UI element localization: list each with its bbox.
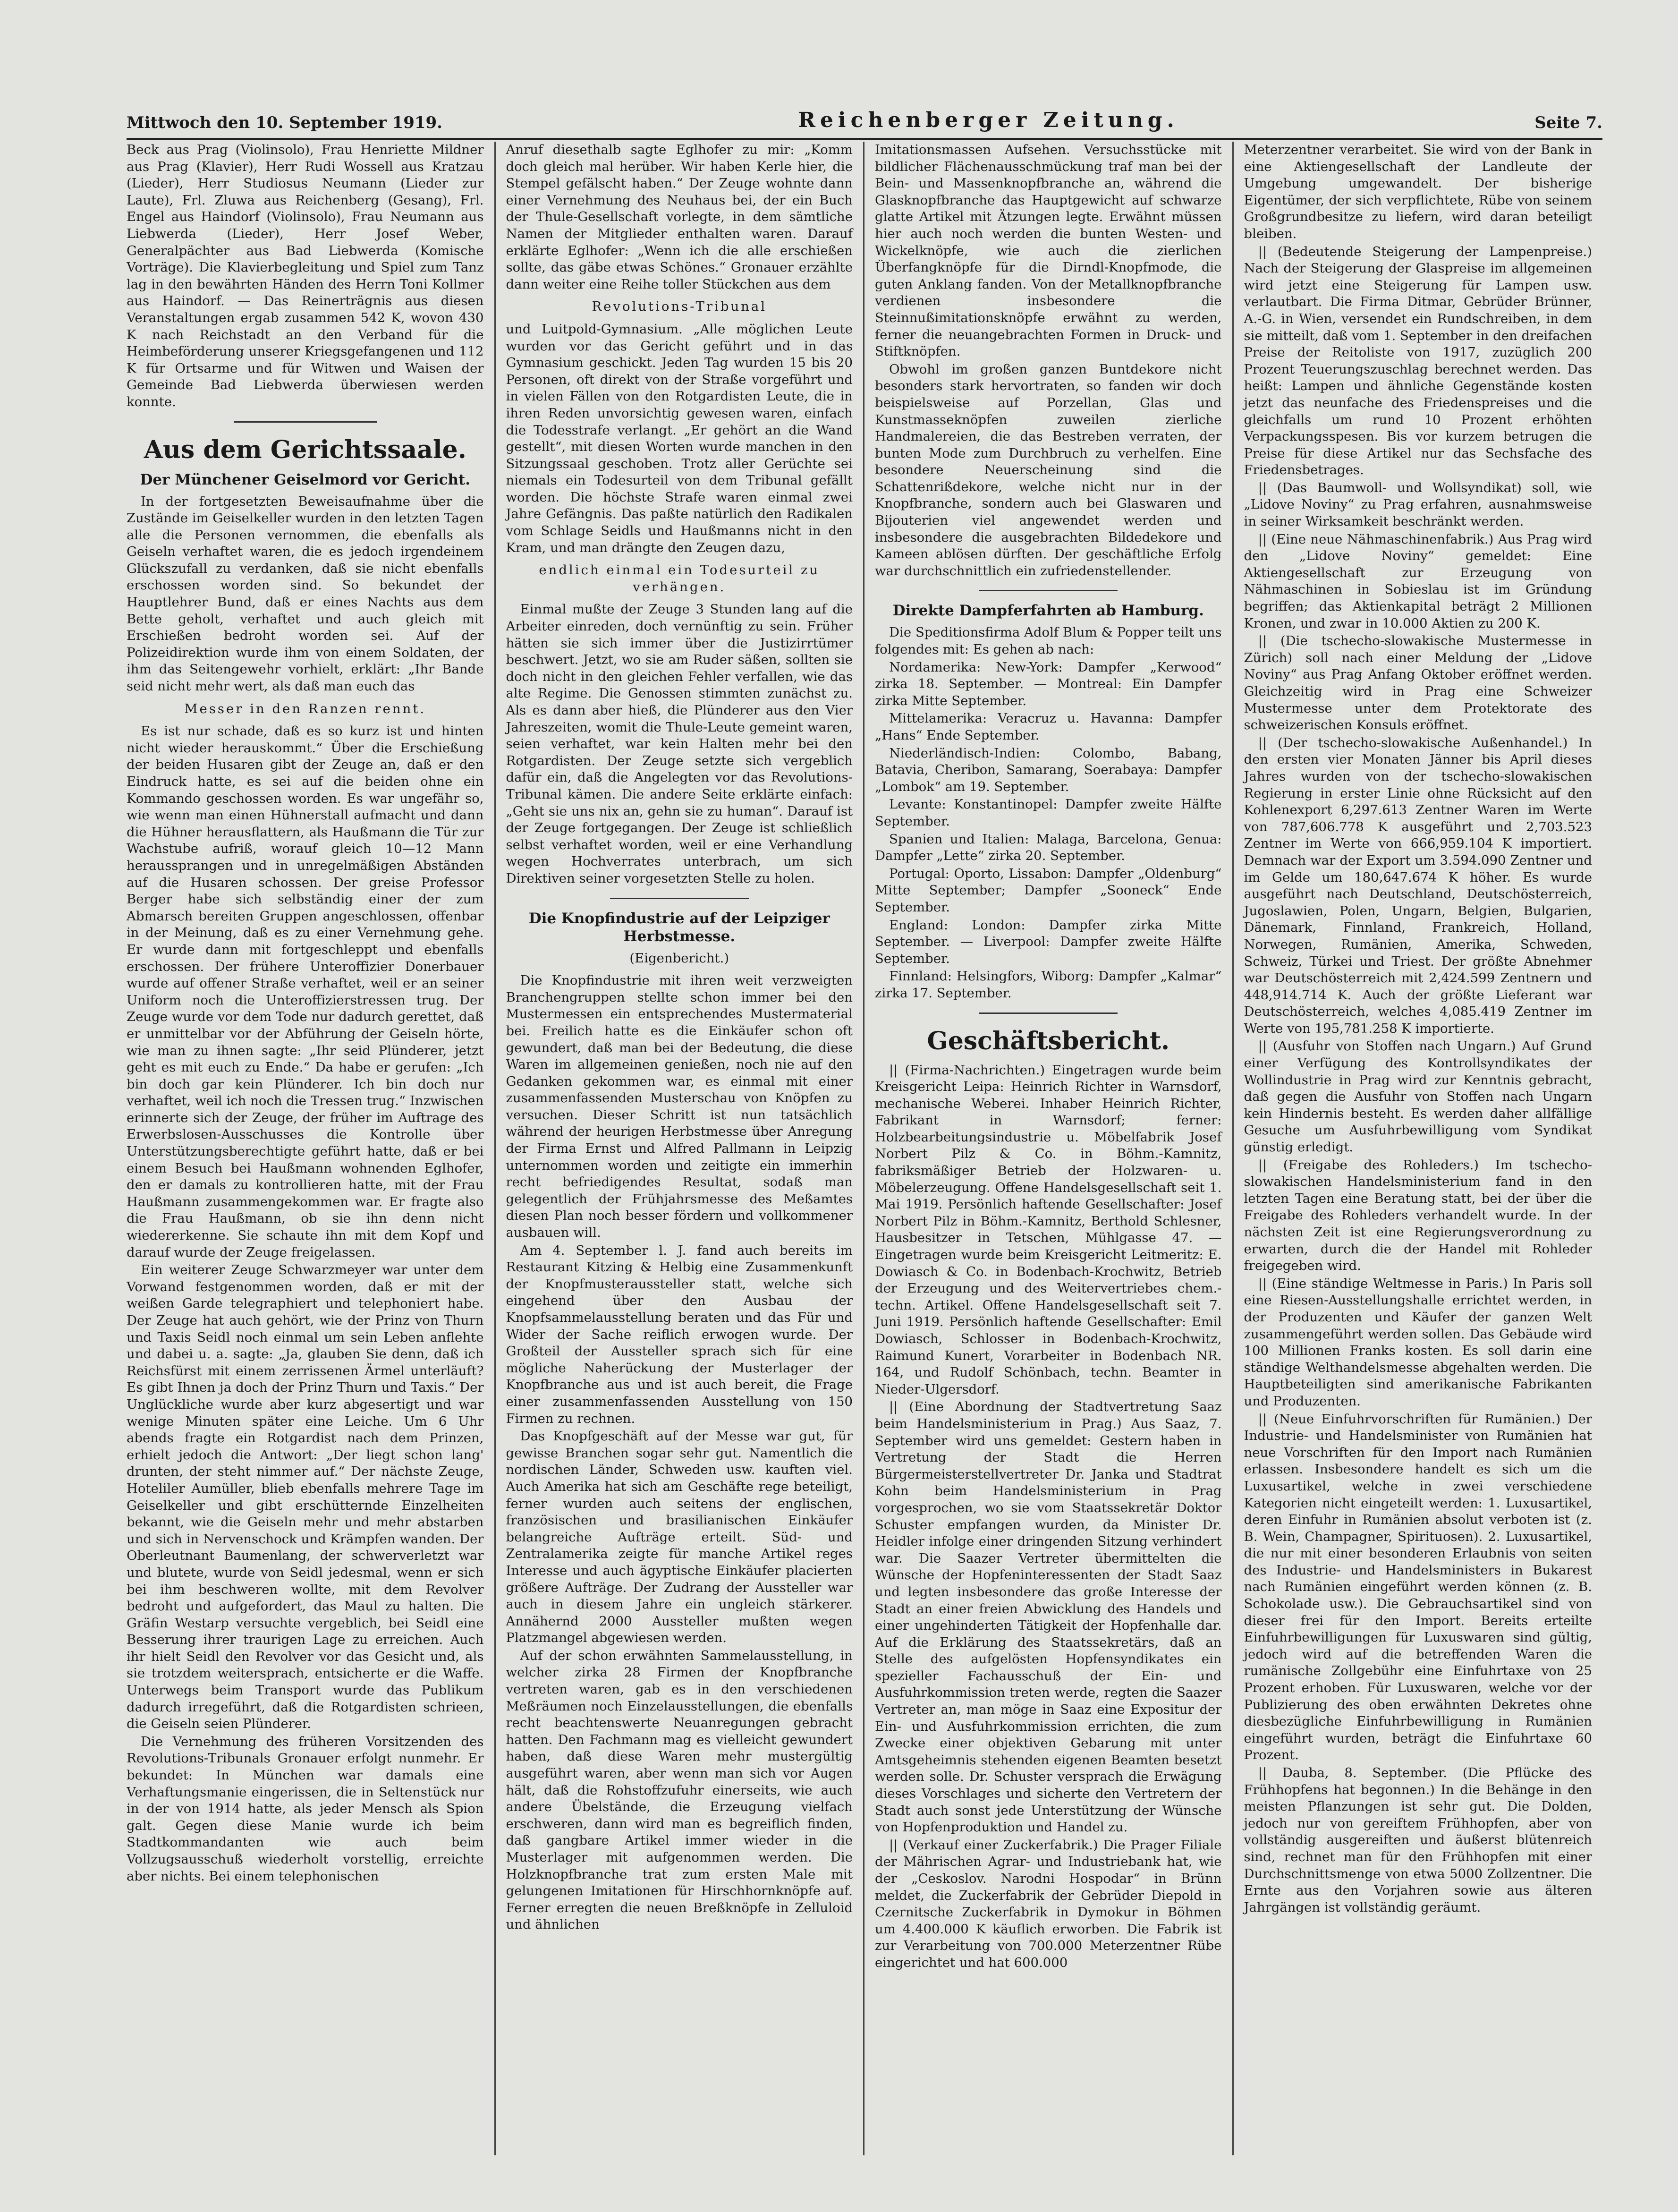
paragraph: || (Ausfuhr von Stoffen nach Ungarn.) Auf Grund einer Verfügung des Kontrollsyndikates der Wollindustrie in Prag wird zur Kenntnis gebracht, daß gegen die Ausfuhr von Stoffen nach Ungarn kein Hindernis besteht. Es werden daher allfällige Gesuche um Ausfuhrbewilligung vom Syndikat günstig erledigt. [1244, 1038, 1592, 1155]
paragraph: Portugal: Oporto, Lissabon: Dampfer „Oldenburg“ Mitte September; Dampfer „Sooneck“ Ende September. [875, 866, 1222, 915]
paragraph: || (Bedeutende Steigerung der Lampenpreise.) Nach der Steigerung der Glaspreise im allgemeinen wird jetzt eine Steigerung für Lampen usw. verlautbart. Die Firma Ditmar, Gebrüder Brünner, A.-G. in Wien, versendet ein Rundschreiben, in dem sie mitteilt, daß vom 1. September in den dreifachen Preise der Reitoliste von 1917, zuzüglich 200 Prozent Teuerungszuschlag berechnet werden. Das heißt: Lampen und ähnliche Gegenstände kosten jetzt das neunfache des Friedenspreises und die gleichfalls um rund 10 Prozent erhöhten Verpackungsspesen. Bis vor kurzem betrugen die Preise für diese Artikel nur das Sechsfache des Friedensbetrages. [1244, 244, 1592, 478]
paragraph: || (Das Baumwoll- und Wollsyndikat) soll, wie „Lidove Noviny“ zu Prag erfahren, ausnahmsweise in seiner Wirksamkeit beschränkt werden. [1244, 480, 1592, 529]
divider [979, 590, 1118, 591]
issue-date: Mittwoch den 10. September 1919. [127, 113, 443, 132]
paragraph: Levante: Konstantinopel: Dampfer zweite Hälfte September. [875, 797, 1222, 829]
paragraph: Die Knopfindustrie mit ihren weit verzweigten Branchengruppen stellte schon immer bei den Mustermessen ein entsprechendes Mustermaterial bei. Freilich hatte es die Einkäufer schon oft gewundert, daß man bei der Bedeutung, die diese Waren im allgemeinen genießen, noch nie auf den Gedanken gekommen war, es einmal mit einer zusammenfassenden Musterschau von Knöpfen zu versuchen. Dieser Schritt ist nun tatsächlich während der heurigen Herbstmesse über Anregung der Firma Ernst und Alfred Pallmann in Leipzig unternommen worden und zeitigte ein immerhin recht befriedigendes Resultat, sodaß man gelegentlich der Frühjahrsmesse des Meßamtes diesen Plan noch besser fördern und vollkommener ausbauen will. [506, 973, 853, 1241]
paragraph: Spanien und Italien: Malaga, Barcelona, Genua: Dampfer „Lette“ zirka 20. September. [875, 831, 1222, 864]
article-heading: Direkte Dampferfahrten ab Hamburg. [892, 602, 1204, 620]
byline: (Eigenbericht.) [629, 950, 729, 966]
paragraph: Obwohl im großen ganzen Buntdekore nicht besonders stark hervortraten, so fanden wir doch beispielsweise auf Porzellan, Glas und Kunstmasseknöpfen zuweilen zierliche Handmalereien, die das Bestreben verraten, der bunten Mode zum Durchbruch zu verhelfen. Eine besondere Neuerscheinung sind die Schattenrißdekore, welche nicht nur in der Knopfbranche, sondern auch bei Glaswaren und Bijouterien viel angewendet werden und insbesondere die ausgebrachten Bildedekore und Kameen ablösen dürften. Der geschäftliche Erfolg war durchschnittlich ein zufriedenstellender. [875, 361, 1222, 579]
paragraph: Beck aus Prag (Violinsolo), Frau Henriette Mildner aus Prag (Klavier), Herr Rudi Wossell aus Kratzau (Lieder), Herr Studiosus Neumann (Lieder zur Laute), Frl. Zluwa aus Reichenberg (Gesang), Frl. Engel aus Haindorf (Violinsolo), Frau Neumann aus Liebwerda (Lieder), Herr Josef Weber, Generalpächter aus Bad Liebwerda (Komische Vorträge). Die Klavierbegleitung und Spiel zum Tanz lag in den bewährten Händen des Herrn Toni Kollmer aus Haindorf. — Das Reinerträgnis aus diesen Veranstaltungen ergab zusammen 542 K, wovon 430 K nach Reichstadt an den Verband für die Heimbeförderung unserer Kriegsgefangenen und 112 K für Ortsarme und für Witwen und Waisen der Gemeinde Bad Liebwerda überwiesen werden konnte. [127, 142, 484, 409]
page-number: Seite 7. [1534, 113, 1602, 132]
article-heading: Die Knopfindustrie auf der Leipziger Herbstmesse. [528, 910, 830, 945]
column-2 [496, 142, 865, 2155]
article-heading: Der Münchener Geiselmord vor Gericht. [140, 471, 470, 488]
paragraph: || (Freigabe des Rohleders.) Im tschecho-slowakischen Handelsministerium fand in den letzten Tagen eine Beratung statt, bei der über die Freigabe des Rohleders verhandelt wurde. In der nächsten Zeit ist eine Regierungsverordnung zu erwarten, durch die der Handel mit Rohleder freigegeben wird. [1244, 1157, 1592, 1274]
paragraph: || (Firma-Nachrichten.) Eingetragen wurde beim Kreisgericht Leipa: Heinrich Richter in Warnsdorf, mechanische Weberei. Inhaber Heinrich Richter, Fabrikant in Warnsdorf; ferner: Holzbearbeitungsindustrie u. Möbelfabrik Josef Norbert Pilz & Co. in Böhm.-Kamnitz, fabriksmäßiger Betrieb der Holzwaren- u. Möbelerzeugung. Offene Handelsgesellschaft seit 1. Mai 1919. Persönlich haftende Gesellschafter: Josef Norbert Pilz in Böhm.-Kamnitz, Berthold Schlesner, Hausbesitzer in Tetschen, Mühlgasse 47. — Eingetragen wurde beim Kreisgericht Leitmeritz: E. Dowiasch & Co. in Bodenbach-Krochwitz, Betrieb der Erzeugung und des Weitervertriebes chem.-techn. Artikel. Offene Handelsgesellschaft seit 7. Juni 1919. Persönlich haftende Gesellschafter: Emil Dowiasch, Schlosser in Bodenbach-Krochwitz, Raimund Kunert, Vorarbeiter in Bodenbach NR. 164, und Rudolf Schönbach, techn. Beamter in Nieder-Ulgersdorf. [875, 1062, 1222, 1397]
paragraph: Die Vernehmung des früheren Vorsitzenden des Revolutions-Tribunals Gronauer erfolgt nunmehr. Er bekundet: In München war damals eine Verhaftungsmanie eingerissen, die in Seltenstück nur in der von 1914 hatte, als jeder Mensch als Spion galt. Gegen diese Manie wurde ich beim Stadtkommandanten wie auch beim Vollzugsausschuß wiederholt vorstellig, erreichte aber nichts. Bei einem telephonischen [127, 1734, 484, 1884]
paragraph: Niederländisch-Indien: Colombo, Babang, Batavia, Cheribon, Samarang, Soerabaya: Dampfer „Lombok“ am 19. September. [875, 745, 1222, 794]
paragraph: Anruf diesethalb sagte Eglhofer zu mir: „Komm doch gleich mal herüber. Wir haben Kerle hier, die Stempel gefälscht haben.“ Der Zeuge wohnte dann einer Vernehmung des Neuhaus bei, der ein Buch der Thule-Gesellschaft vorlegte, in dem sämtliche Namen der Mitglieder enthalten waren. Darauf erklärte Eglhofer: „Wenn ich die alle erschießen sollte, das gäbe etwas Schönes.“ Gronauer erzählte dann weiter eine Reihe toller Stückchen aus dem [506, 142, 853, 292]
newspaper-title: Reichenberger Zeitung. [798, 108, 1179, 132]
paragraph: || (Verkauf einer Zuckerfabrik.) Die Prager Filiale der Mährischen Agrar- und Industriebank hat, wie der „Ceskoslov. Narodni Hospodar“ in Brünn meldet, die Zuckerfabrik der Gebrüder Diepold in Czernitsche Zuckerfabrik in Dymokur in Böhmen um 4.400.000 K käuflich erworben. Die Fabrik ist zur Verarbeitung von 700.000 Meterzentner Rübe eingerichtet und hat 600.000 [875, 1837, 1222, 1970]
section-heading: Aus dem Gerichtssaale. [144, 435, 466, 464]
spaced-line: Revolutions-Tribunal [592, 299, 767, 315]
paragraph: Finnland: Helsingfors, Wiborg: Dampfer „Kalmar“ zirka 17. September. [875, 969, 1222, 1001]
paragraph: Die Speditionsfirma Adolf Blum & Popper teilt uns folgendes mit: Es gehen ab nach: [875, 625, 1222, 657]
paragraph: England: London: Dampfer zirka Mitte September. — Liverpool: Dampfer zweite Hälfte September. [875, 917, 1222, 966]
paragraph: || (Eine Abordnung der Stadtvertretung Saaz beim Handelsministerium in Prag.) Aus Saaz, 7. September wird uns gemeldet: Gestern haben in Vertretung der Stadt die Herren Bürgermeisterstellvertreter Dr. Janka und Stadtrat Kohn beim Handelsministerium in Prag vorgesprochen, wo sie vom Staatssekretär Doktor Schuster empfangen wurden, da Minister Dr. Heidler infolge einer dringenden Sitzung verhindert war. Die Saazer Vertreter übermittelten die Wünsche der Hopfeninteressenten der Stadt Saaz und legten insbesondere das große Interesse der Stadt an einer freien Abwicklung des Handels und einer ungehinderten Tätigkeit der Hopfenhalle dar. Auf die Erklärung des Staatssekretärs, daß an Stelle des aufgelösten Hopfensyndikates ein spezieller Fachausschuß der Ein- und Ausfuhrkommission treten werde, regten die Saazer Vertreter an, man möge in Saaz eine Expositur der Ein- und Ausfuhrkommission errichten, die zum Zwecke einer objektiven Gebarung mit unter Amtsgeheimnis stehenden eigenen Beamten besetzt werden solle. Dr. Schuster versprach die Erwägung dieses Vorschlages und sicherte den Vertretern der Stadt auch sonst jede Unterstützung der Wünsche von Hopfenproduktion und Handel zu. [875, 1399, 1222, 1835]
spaced-line: Messer in den Ranzen rennt. [184, 701, 426, 716]
paragraph: Einmal mußte der Zeuge 3 Stunden lang auf die Arbeiter einreden, doch vernünftig zu sein. Früher hätten sie sich immer über die Justizirrtümer beschwert. Jetzt, wo sie am Ruder säßen, sollten sie doch nicht in den gleichen Fehler verfallen, wie das alte Regime. Die Genossen stimmten zunächst zu. Als es dann aber hieß, die Plünderer aus den Vier Jahreszeiten, womit die Thule-Leute gemeint waren, seien verhaftet, war kein Halten mehr bei den Rotgardisten. Der Zeuge setzte sich vergeblich dafür ein, daß die Angelegten vor das Revolutions-Tribunal kämen. Die andere Seite erklärte einfach: „Geht sie uns nix an, gehn sie zu human“. Darauf ist der Zeuge fortgegangen. Der Zeuge ist schließlich selbst verhaftet worden, weil er eine Verhandlung wegen Hochverrates unterbrach, um sich Direktiven seiner vorgesetzten Stelle zu holen. [506, 602, 853, 886]
paragraph: || (Neue Einfuhrvorschriften für Rumänien.) Der Industrie- und Handelsminister von Rumänien hat neue Vorschriften für den Import nach Rumänien erlassen. Insbesondere handelt es sich um die Luxusartikel, welche in zwei verschiedene Kategorien nicht eingeteilt werden: 1. Luxusartikel, deren Einfuhr in Rumänien absolut verboten ist (z. B. Wein, Champagner, Spirituosen). 2. Luxusartikel, die nur mit einer besonderen Erlaubnis von seiten des Industrie- und Handelsministers in Bukarest nach Rumänien eingeführt werden können (z. B. Schokolade usw.). Die Gebrauchsartikel sind von dieser frei für den Import. Bereits erteilte Einfuhrbewilligungen für Luxuswaren sind gültig, jedoch wird auf die betreffenden Waren die rumänische Zollgebühr eine Einfuhrtaxe von 25 Prozent erhoben. Für Luxuswaren, welche vor der Publizierung des oben erwähnten Dekretes ohne diesbezügliche Einfuhrbewilligung in Rumänien eingeführt wurden, beträgt die Einfuhrtaxe 60 Prozent. [1244, 1411, 1592, 1763]
spaced-line: endlich einmal ein Todesurteil zu verhängen. [539, 562, 820, 595]
paragraph: Das Knopfgeschäft auf der Messe war gut, für gewisse Branchen sogar sehr gut. Namentlich die nordischen Länder, Schweden usw. kauften viel. Auch Amerika hat sich am Geschäfte rege beteiligt, ferner wurden auch seitens der englischen, französischen und brasilianischen Einkäufer belangreiche Aufträge erteilt. Süd- und Zentralamerika zeigte für manche Artikel reges Interesse und auch ägyptische Einkäufer placierten größere Aufträge. Der Zudrang der Aussteller war auch in diesem Jahre ein ungleich stärkerer. Annähernd 2000 Aussteller mußten wegen Platzmangel abgewiesen werden. [506, 1429, 853, 1646]
divider [234, 421, 377, 423]
paragraph: Auf der schon erwähnten Sammelausstellung, in welcher zirka 28 Firmen der Knopfbranche vertreten waren, gab es in den verschiedenen Meßräumen noch Einzelausstellungen, die ebenfalls recht beachtenswerte Neuanregungen gebracht hatten. Den Fachmann mag es vielleicht gewundert haben, daß diese Waren mehr mustergültig ausgeführt waren, aber wenn man sich vor Augen hält, daß die Rohstoffzufuhr einerseits, wie auch andere Übelstände, die Erzeugung vielfach erschweren, dann wird man es begreiflich finden, daß gangbare Artikel immer wieder in die Musterlager mit aufgenommen werden. Die Holzknopfbranche trat zum ersten Male mit gelungenen Imitationen für Hirschhornknöpfe auf. Ferner erregten die neuen Breßknöpfe in Zelluloid und ähnlichen [506, 1648, 853, 1932]
article-columns [127, 142, 1602, 2155]
section-heading: Geschäftsbericht. [927, 1026, 1170, 1055]
paragraph: || (Der tschecho-slowakische Außenhandel.) In den ersten vier Monaten Jänner bis April dieses Jahres wurden von der tschecho-slowakischen Regierung in erster Linie ohne Rücksicht auf den Kohlenexport 6,297.613 Zentner Waren im Werte von 787,606.778 K ausgeführt und 2,703.523 Zentner im Werte von 666,959.104 K importiert. Demnach war der Export um 3.594.090 Zentner und im Gelde um 180,647.674 K höher. Es wurde ausgeführt nach Deutschland, Deutschösterreich, Jugoslawien, Polen, Ungarn, Belgien, Bulgarien, Dänemark, Finnland, Frankreich, Holland, Norwegen, Rumänien, Amerika, Schweden, Schweiz, Türkei und Triest. Der größte Abnehmer war Deutschösterreich mit 2,424.599 Zentnern und 448,914.714 K. Auch der größte Lieferant war Deutschösterreich, welches 4,085.419 Zentner im Werte von 195,781.258 K importierte. [1244, 735, 1592, 1036]
paragraph: In der fortgesetzten Beweisaufnahme über die Zustände im Geiselkeller wurden in den letzten Tagen alle die Personen vernommen, die ebenfalls als Geiseln verhaftet waren, die es jedoch irgendeinem Glückszufall zu verdanken, daß sie nicht ebenfalls erschossen worden sind. So bekundet der Hauptlehrer Bund, daß er eines Nachts aus dem Bette geholt, verhaftet und auch gleich mit Erschießen bedroht worden sei. Auf der Polizeidirektion wurde ihm von einem Soldaten, der ihm das Seitengewehr vorhielt, erklärt: „Ihr Bande seid nicht mehr wert, als daß man euch das [127, 493, 484, 694]
column-1 [127, 142, 496, 2155]
paragraph: Es ist nur schade, daß es so kurz ist und hinten nicht wieder herauskommt.“ Über die Erschießung der beiden Husaren gibt der Zeuge an, daß er den Eindruck hatte, es sei auf die beiden ohne ein Kommando geschossen worden. Es war ungefähr so, wie wenn man einen Hühnerstall aufmacht und dann die Hühner herausflattern, als Haußmann die Tür zur Wachstube aufriß, worauf gleich 10—12 Mann heraussprangen und in unregelmäßigen Abständen auf die Husaren schossen. Der greise Professor Berger habe sich selbständig einer der zum Abmarsch bereiten Gruppen angeschlossen, offenbar in der Meinung, daß es zu einer Vernehmung gehe. Er wurde dann mit fortgeschleppt und ebenfalls erschossen. Der frühere Unteroffizier Donerbauer wurde auf offener Straße verhaftet, weil er an seiner Uniform noch die Unteroffizierstressen trug. Der Zeuge wurde vor dem Tode nur dadurch gerettet, daß er unmittelbar vor der Abführung der Geiseln hörte, wie man zu ihnen sagte: „Ihr seid Plünderer, jetzt geht es mit euch zu Ende.“ Da habe er gerufen: „Ich bin doch gar kein Plünderer. Ich bin doch nur verhaftet, weil ich noch die Tressen trug.“ Inzwischen erinnerte sich der Zeuge, der früher im Auftrage des Erwerbslosen-Ausschusses die Kontrolle über Unterstützungsberechtigte geführt hatte, daß er bei einem Besuch bei Haußmann wohnenden Eglhofer, den er damals zu kontrollieren hatte, mit der Frau Haußmann zusammengekommen war. Er fragte also die Frau Haußmann, ob sie ihn denn nicht wiedererkenne. Sie schaute ihn mit dem Kopf und darauf wurde der Zeuge freigelassen. [127, 723, 484, 1260]
paragraph: Imitationsmassen Aufsehen. Versuchsstücke mit bildlicher Flächenausschmückung traf man bei der Bein- und Massenknopfbranche an, während die Glasknopfbranche das Hauptgewicht auf schwarze glatte Artikel mit Ätzungen legte. Erwähnt müssen hier auch noch werden die bunten Westen- und Wickelknöpfe, wie auch die zierlichen Überfangknöpfe für die Dirndl-Knopfmode, die guten Anklang fanden. Von der Metallknopfbranche verdienen insbesondere die Steinnußimitationsknöpfe erwähnt zu werden, ferner die neuangebrachten Formen in Druck- und Stiftknöpfen. [875, 142, 1222, 359]
paragraph: Meterzentner verarbeitet. Sie wird von der Bank in eine Aktiengesellschaft der Landleute der Umgebung umgewandelt. Der bisherige Eigentümer, der sich verpflichtete, Rübe von seinem Großgrundbesitze zu liefern, wird daran beteiligt bleiben. [1244, 142, 1592, 241]
paragraph: || Dauba, 8. September. (Die Pflücke des Frühhopfens hat begonnen.) In die Behänge in den meisten Pflanzungen ist sehr gut. Die Dolden, jedoch nur von gereiftem Frühhopfen, aber von vollständig ausgereiften und äußerst blütenreich sind, rechnet man für den Frühhopfen mit einer Durchschnittsmenge von etwa 5000 Zollzentner. Die Ernte aus den Vorjahren sowie aus älteren Jahrgängen ist vollständig geräumt. [1244, 1765, 1592, 1915]
paragraph: Nordamerika: New-York: Dampfer „Kerwood“ zirka 18. September. — Montreal: Ein Dampfer zirka Mitte September. [875, 659, 1222, 708]
divider [610, 898, 749, 899]
divider [979, 1012, 1118, 1014]
paragraph: Ein weiterer Zeuge Schwarzmeyer war unter dem Vorwand festgenommen worden, daß er mit der weißen Garde telegraphiert und telephoniert habe. Der Zeuge hat auch gehört, wie der Prinz von Thurn und Taxis Seidl noch einmal um sein Leben anflehte und dabei u. a. sagte: „Ja, glauben Sie denn, daß ich Reichsfürst mit einem zerrissenen Ärmel unterläuft? Es gibt Ihnen ja doch der Prinz Thurn und Taxis.“ Der Unglückliche wurde aber kurz abgesertigt und war wenige Minuten später eine Leiche. Um 6 Uhr abends fragte ein Rotgardist nach dem Prinzen, erhielt jedoch die Antwort: „Der liegt schon lang' drunten, der steht nimmer auf.“ Der nächste Zeuge, Hoteliler Aumüller, blieb ebenfalls mehrere Tage im Geiselkeller und gibt erschütternde Einzelheiten bekannt, wie die Geiseln mehr und mehr abstarben und sich in Nervenschock und Krämpfen wanden. Der Oberleutnant Baumenlang, der schwerverletzt war und blutete, wurde von Seidl jedesmal, wenn er sich bei ihm beschweren wollte, mit dem Revolver bedroht und aufgefordert, das Maul zu halten. Die Gräfin Westarp versuchte vergeblich, bei Seidl eine Besserung ihrer traurigen Lage zu erreichen. Auch ihr hielt Seidl den Revolver vor das Gesicht und, als sie trotzdem weitersprach, entsicherte er die Waffe. Unterwegs beim Transport wurde das Publikum dadurch irregeführt, daß die Rotgardisten schrieen, die Geiseln seien Plünderer. [127, 1262, 484, 1732]
paragraph: Mittelamerika: Veracruz u. Havanna: Dampfer „Hans“ Ende September. [875, 711, 1222, 743]
page-header [127, 94, 1602, 140]
column-4 [1234, 142, 1603, 2155]
paragraph: || (Eine neue Nähmaschinenfabrik.) Aus Prag wird den „Lidove Noviny“ gemeldet: Eine Aktiengesellschaft zur Erzeugung von Nähmaschinen in Sobieslau ist im Gründung begriffen; das Aktienkapital beträgt 2 Millionen Kronen, und zwar in 10.000 Aktien zu 200 K. [1244, 531, 1592, 631]
paragraph: Am 4. September l. J. fand auch bereits im Restaurant Kitzing & Helbig eine Zusammenkunft der Knopfmusteraussteller statt, welche sich eingehend über den Ausbau der Knopfsammelausstellung beraten und das Für und Wider der Sache reiflich erwogen wurde. Der Großteil der Aussteller sprach sich für eine mögliche Naherückung der Musterlager der Knopfbranche aus und ist auch bereit, die Frage einer zusammenfassenden Ausstellung von 150 Firmen zu rechnen. [506, 1242, 853, 1426]
paragraph: und Luitpold-Gymnasium. „Alle möglichen Leute wurden vor das Gericht geführt und in das Gymnasium geschickt. Jeden Tag wurden 15 bis 20 Personen, oft direkt von der Straße vorgeführt und in vielen Fällen von den Rotgardisten Leute, die in ihren Reden unvorsichtig gewesen waren, einfach die Todesstrafe verlangt. „Er gehört an die Wand gestellt“, mit diesen Worten wurde manchen in den Sitzungssaal geschoben. Trotz aller Gerüchte sei niemals ein Todesurteil von dem Tribunal gefällt worden. Die höchste Strafe waren einmal zwei Jahre Gefängnis. Das paßte natürlich den Radikalen vom Schlage Seidls und Haußmanns nicht in den Kram, und man drängte den Zeugen dazu, [506, 321, 853, 555]
paragraph: || (Die tschecho-slowakische Mustermesse in Zürich) soll nach einer Meldung der „Lidove Noviny“ aus Prag Anfang Oktober eröffnet werden. Gleichzeitig wird in Prag eine Schweizer Mustermesse unter dem Protektorate des schweizerischen Konsuls eröffnet. [1244, 633, 1592, 733]
column-3 [864, 142, 1234, 2155]
paragraph: || (Eine ständige Weltmesse in Paris.) In Paris soll eine Riesen-Ausstellungshalle errichtet werden, in der Produzenten und Käufer der ganzen Welt zusammengeführt werden sollen. Das Gebäude wird 100 Millionen Franks kosten. Es soll darin eine ständige Welthandelsmesse abgehalten werden. Die Hauptbeteiligten sind amerikanische Fabrikanten und Produzenten. [1244, 1276, 1592, 1409]
